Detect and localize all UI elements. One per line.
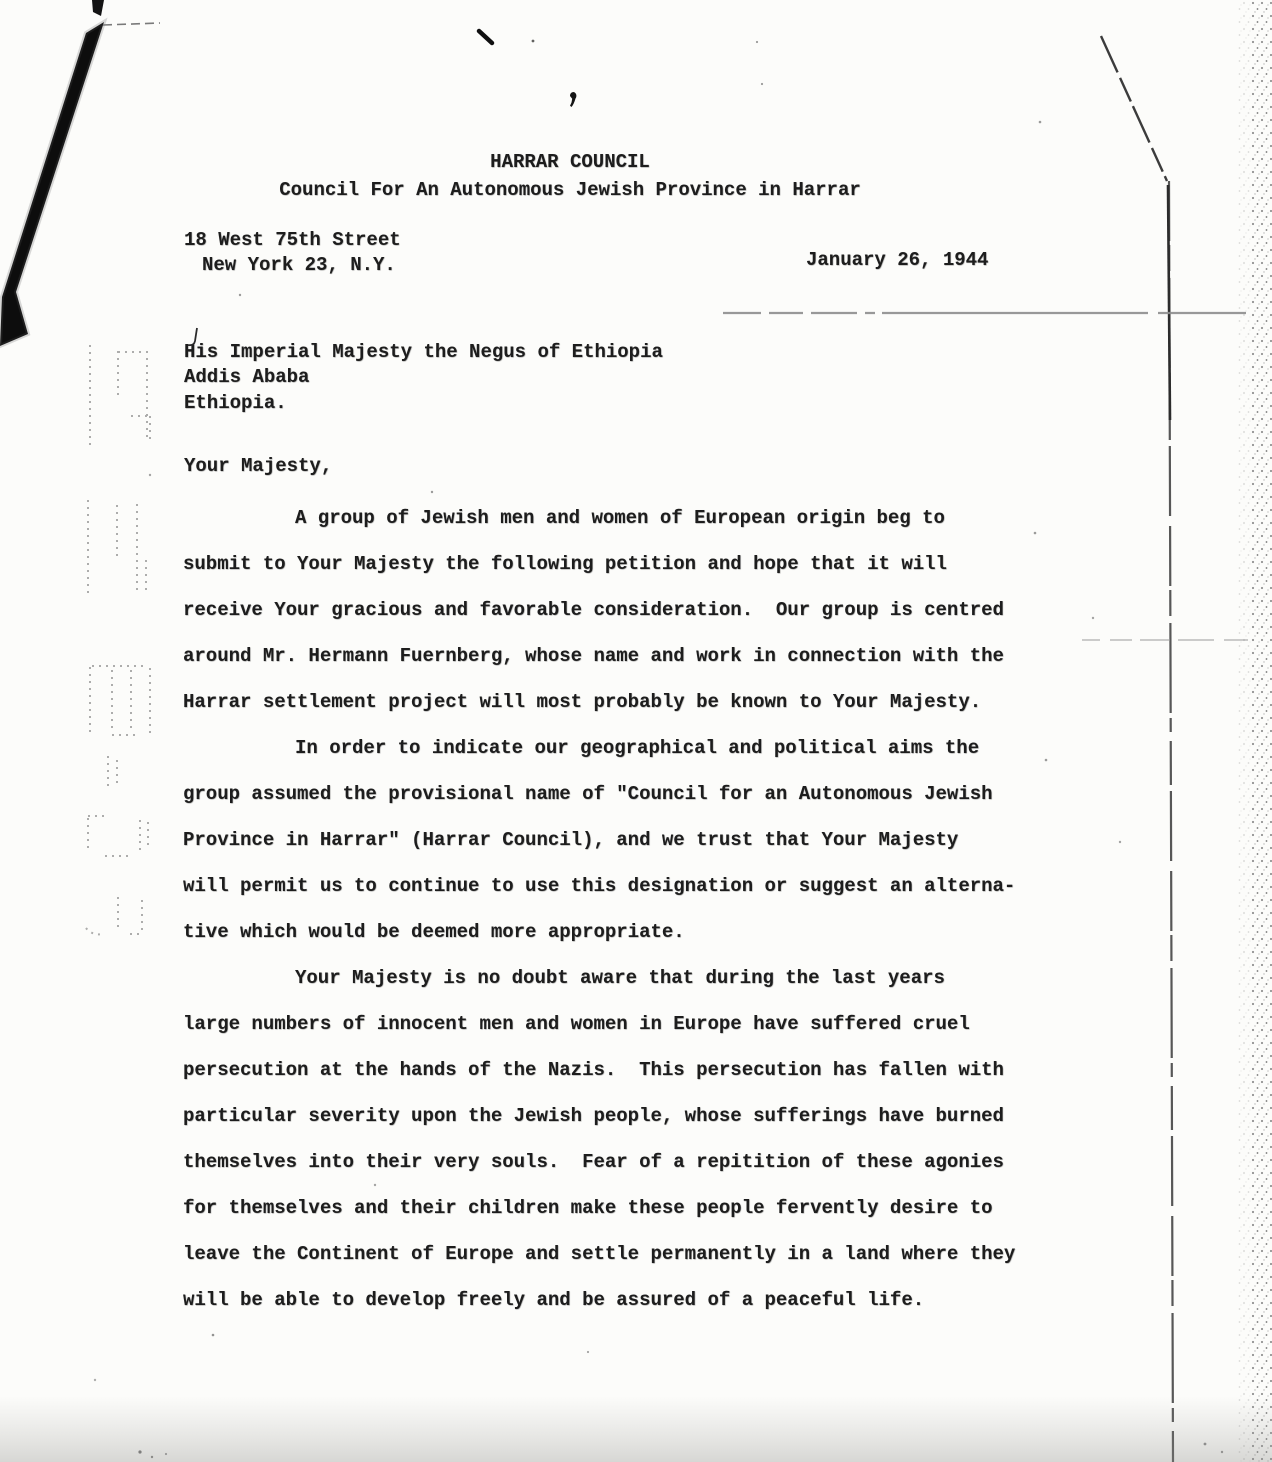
paragraph-2 xyxy=(183,725,1043,955)
organization-subtitle: Council For An Autonomous Jewish Province in Harrar xyxy=(279,179,861,201)
text-line: A group of Jewish men and women of European origin beg to xyxy=(295,507,945,529)
page-edge-diagonal xyxy=(1101,36,1167,181)
text-line: Province in Harrar" (Harrar Council), and we trust that Your Majesty xyxy=(183,829,959,851)
text-line: 18 West 75th Street xyxy=(184,229,401,251)
text-line: for themselves and their children make these people fervently desire to xyxy=(183,1197,993,1219)
page-edge-vertical xyxy=(1169,181,1173,1462)
text-line: In order to indicate our geographical and political aims the xyxy=(295,737,980,759)
text-line: will be able to develop freely and be assured of a peaceful life. xyxy=(183,1289,925,1311)
text-line: tive which would be deemed more appropriate. xyxy=(183,921,685,943)
letter-body xyxy=(183,495,1043,1323)
text-line: group assumed the provisional name of "Council for an Autonomous Jewish xyxy=(183,783,993,805)
text-line: themselves into their very souls. Fear of a repitition of these agonies xyxy=(183,1151,1004,1173)
recipient-address xyxy=(184,340,663,416)
ink-stroke-mark xyxy=(479,31,492,43)
salutation: Your Majesty, xyxy=(184,455,333,477)
text-line: Addis Ababa xyxy=(184,366,310,389)
organization-name: HARRAR COUNCIL xyxy=(490,151,650,173)
text-line: particular severity upon the Jewish people, whose sufferings have burned xyxy=(183,1105,1004,1127)
text-line: Your Majesty is no doubt aware that during the last years xyxy=(295,967,945,989)
letter-date: January 26, 1944 xyxy=(806,249,989,271)
paragraph-3 xyxy=(183,955,1043,1323)
scan-noise-band xyxy=(1251,0,1272,1462)
text-line: receive Your gracious and favorable consideration. Our group is centred xyxy=(183,599,1004,621)
text-line: Ethiopia. xyxy=(184,391,287,414)
text-line: New York 23, N.Y. xyxy=(202,254,396,277)
sender-address xyxy=(184,228,401,279)
text-line: large numbers of innocent men and women in Europe have suffered cruel xyxy=(183,1013,970,1035)
paragraph-1 xyxy=(183,495,1043,725)
fold-shadow-mark xyxy=(0,22,104,346)
text-line: leave the Continent of Europe and settle permanently in a land where they xyxy=(183,1243,1016,1265)
bottom-scan-shadow xyxy=(0,1396,1272,1462)
text-line: around Mr. Hermann Fuernberg, whose name and work in connection with the xyxy=(183,645,1004,667)
comma-mark xyxy=(570,92,576,107)
bleed-through-marks xyxy=(86,345,150,935)
text-line: persecution at the hands of the Nazis. This persecution has fallen with xyxy=(183,1059,1004,1081)
text-line: Harrar settlement project will most probably be known to Your Majesty. xyxy=(183,691,982,713)
text-line: will permit us to continue to use this designation or suggest an alterna- xyxy=(183,875,1016,897)
text-line: submit to Your Majesty the following petition and hope that it will xyxy=(183,553,947,575)
bottom-speckles xyxy=(138,1443,1223,1459)
text-line: His Imperial Majesty the Negus of Ethiopia xyxy=(184,341,663,363)
